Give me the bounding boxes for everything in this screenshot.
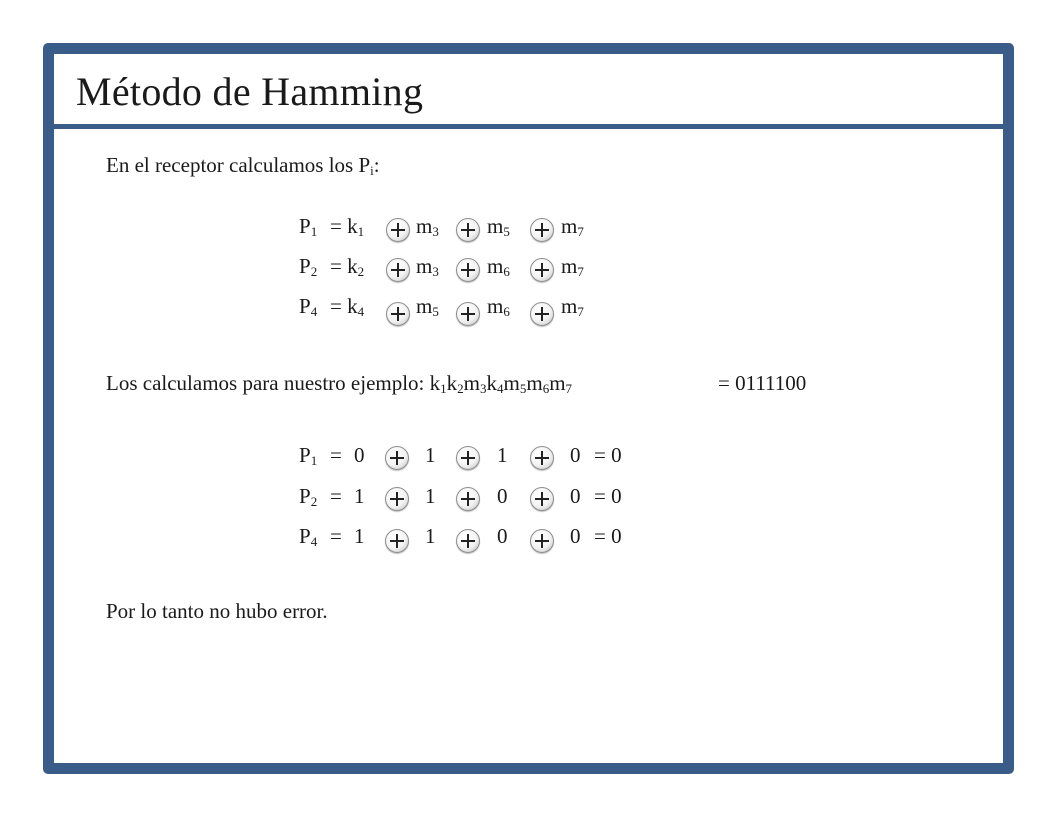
formula-term-sub: 3 [432, 264, 439, 279]
calc-bit: 1 [425, 443, 436, 467]
seq-sub: 5 [519, 381, 527, 396]
calc-p-sub: 1 [310, 453, 318, 468]
calc-bit: 1 [354, 524, 365, 548]
formula-term: m [416, 254, 433, 278]
formula-term-sub: 6 [503, 264, 510, 279]
formula-k-sub: 2 [357, 264, 365, 279]
xor-icon [530, 446, 554, 470]
calc-result: = 0 [594, 484, 622, 508]
calc-eq: = [330, 524, 342, 548]
xor-icon [530, 258, 554, 282]
formula-k-sub: 4 [357, 304, 365, 319]
seq-letter: m [526, 371, 543, 395]
calc-eq: = [330, 443, 342, 467]
formula-p-sub: 4 [310, 304, 318, 319]
formula-term: m [416, 294, 433, 318]
intro-sub: i [370, 163, 374, 178]
calc-p-sub: 4 [310, 534, 318, 549]
title-bar [54, 54, 1003, 129]
seq-letter: m [503, 371, 520, 395]
calc-bit: 0 [570, 484, 581, 508]
slide-title: Método de Hamming [76, 69, 424, 114]
xor-icon [385, 529, 409, 553]
formula-term-sub: 6 [503, 304, 510, 319]
formula-p-sub: 2 [310, 264, 318, 279]
calc-bit: 1 [497, 443, 508, 467]
formula-term: m [416, 214, 433, 238]
calc-eq: = [330, 484, 342, 508]
formula-term: m [561, 254, 578, 278]
seq-sub: 4 [497, 381, 504, 396]
calc-bit: 0 [570, 524, 581, 548]
seq-sub: 1 [440, 381, 447, 396]
intro-suffix: : [373, 153, 380, 177]
intro-prefix: En el receptor calculamos los P [106, 153, 371, 177]
xor-icon [456, 529, 480, 553]
example-prefix: Los calculamos para nuestro ejemplo: [106, 371, 430, 395]
conclusion-text: Por lo tanto no hubo error. [106, 599, 328, 623]
formula-term: m [561, 214, 578, 238]
formula-row-3 [0, 296, 1056, 326]
calc-row-2 [0, 486, 1056, 516]
formula-term-sub: 7 [577, 224, 584, 239]
example-seq [430, 371, 572, 395]
formula-p: P [299, 214, 311, 238]
formula-term-sub: 3 [432, 224, 439, 239]
calc-result: = 0 [594, 443, 622, 467]
xor-icon [456, 218, 480, 242]
formula-p-sub: 1 [310, 224, 318, 239]
example-value: = 0111100 [718, 371, 807, 395]
calc-bit: 1 [425, 484, 436, 508]
seq-sub: 7 [565, 381, 573, 396]
formula-term: m [487, 254, 504, 278]
xor-icon [456, 446, 480, 470]
formula-term: m [487, 214, 504, 238]
xor-icon [385, 487, 409, 511]
calc-bit: 0 [570, 443, 581, 467]
xor-icon [386, 218, 410, 242]
formula-row-2 [0, 256, 1056, 286]
intro-text [106, 155, 380, 176]
calc-bit: 0 [497, 484, 508, 508]
seq-sub: 3 [480, 381, 487, 396]
seq-sub: 2 [457, 381, 464, 396]
formula-eq: = k [330, 214, 358, 238]
xor-icon [530, 218, 554, 242]
xor-icon [530, 529, 554, 553]
xor-icon [385, 446, 409, 470]
seq-sub: 6 [542, 381, 550, 396]
calc-bit: 1 [354, 484, 365, 508]
formula-term-sub: 7 [577, 264, 584, 279]
seq-letter: k [446, 371, 458, 395]
formula-p: P [299, 294, 311, 318]
calc-p: P [299, 484, 311, 508]
xor-icon [530, 302, 554, 326]
xor-icon [386, 302, 410, 326]
xor-icon [530, 487, 554, 511]
formula-eq: = k [330, 254, 358, 278]
calc-p: P [299, 443, 311, 467]
seq-letter: m [549, 371, 566, 395]
seq-letter: m [463, 371, 480, 395]
xor-icon [456, 302, 480, 326]
calc-bit: 1 [425, 524, 436, 548]
formula-p: P [299, 254, 311, 278]
calc-bit: 0 [354, 443, 365, 467]
formula-row-1 [0, 216, 1056, 246]
seq-letter: k [429, 371, 441, 395]
example-line [106, 373, 572, 394]
seq-letter: k [486, 371, 497, 395]
xor-icon [456, 487, 480, 511]
calc-p-sub: 2 [310, 494, 318, 509]
formula-term: m [487, 294, 504, 318]
formula-term: m [561, 294, 578, 318]
calc-bit: 0 [497, 524, 508, 548]
formula-term-sub: 5 [503, 224, 510, 239]
xor-icon [386, 258, 410, 282]
calc-result: = 0 [594, 524, 622, 548]
formula-eq: = k [330, 294, 358, 318]
formula-k-sub: 1 [357, 224, 365, 239]
calc-p: P [299, 524, 311, 548]
calc-row-1 [0, 445, 1056, 475]
xor-icon [456, 258, 480, 282]
formula-term-sub: 7 [577, 304, 584, 319]
calc-row-3 [0, 526, 1056, 556]
formula-term-sub: 5 [432, 304, 439, 319]
